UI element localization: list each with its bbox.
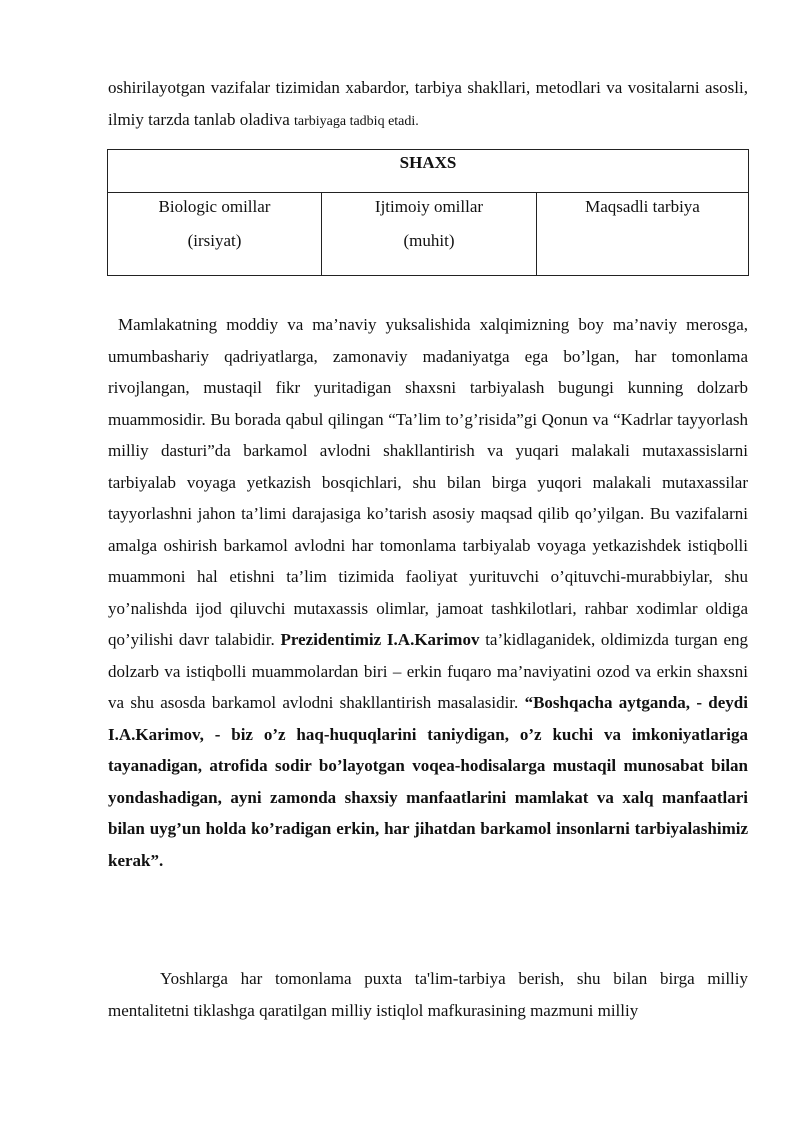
president-name: Prezidentimiz I.A.Karimov bbox=[280, 630, 480, 649]
main-text-2: ta’kidlaganidek, oldimizda turgan eng dolzarb va istiqbolli muammolardan biri – erkin fuqaro ma’naviyatini ozod va erkin shaxsni va shu asosda barkamol avlodni shakllantirish masalasidir. bbox=[108, 630, 748, 712]
table-header: SHAXS bbox=[108, 150, 749, 193]
intro-text: oshirilayotgan vazifalar tizimidan xabardor, tarbiya shakllari, metodlari va vositalarni asosli, ilmiy tarzda tanlab oladiva bbox=[108, 78, 748, 129]
shaxs-table bbox=[107, 149, 749, 276]
table-cell-ijtimoiy bbox=[322, 193, 537, 276]
main-paragraph bbox=[108, 309, 748, 876]
cell-subtitle: (irsiyat) bbox=[187, 231, 242, 250]
table-cell-biologic bbox=[108, 193, 322, 276]
main-text-1: Mamlakatning moddiy va ma’naviy yuksalishida xalqimizning boy ma’naviy merosga, umumbashariy qadriyatlarga, zamonaviy madaniyatga ega bo’lgan, har tomonlama rivojlangan, mustaqil fikr yuritadigan shaxsni tarbiyalash bugungi kunning dolzarb muammosidir. Bu borada qabul qilingan “Ta’lim to’g’risida”gi Qonun va “Kadrlar tayyorlash milliy dasturi”da barkamol avlodni shakllantirish va yuqari malakali mutaxassislarni tarbiyalab voyaga yetkazish bosqichlari, shu bilan birga yuqori malakali mutaxassilar tayyorlashni jahon ta’limi darajasiga ko’tarish asosiy maqsad qilib qo’yilgan. Bu vazifalarni amalga oshirish barkamol avlodni har tomonlama tarbiyalab voyaga yetkazishdek istiqbolli muammoni hal etishni ta’lim tizimida faoliyat yurituvchi o’qituvchi-murabbiylar, shu yo’nalishda ijod qiluvchi mutaxassis olimlar, jamoat tashkilotlari, rahbar xodimlar oldiga qo’yilishi davr talabidir. bbox=[108, 315, 748, 649]
cell-title: Ijtimoiy omillar bbox=[374, 197, 484, 216]
table-cell-maqsadli bbox=[537, 193, 749, 276]
intro-paragraph bbox=[108, 72, 748, 137]
quote-text: “Boshqacha aytganda, - deydi I.A.Karimov, - biz o’z haq-huquqlarini taniydigan, o’z kuchi va imkoniyatlariga tayanadigan, atrofida sodir bo’layotgan voqea-hodisalarga mustaqil munosabat bilan yondashadigan, ayni zamonda shaxsiy manfaatlarini mamlakat va xalq manfaatlari bilan uyg’un holda ko’radigan erkin, har jihatdan barkamol insonlarni tarbiyalashimiz kerak”. bbox=[108, 693, 748, 870]
last-paragraph: Yoshlarga har tomonlama puxta ta'lim-tarbiya berish, shu bilan birga milliy mentalitetni tiklashga qaratilgan milliy istiqlol mafkurasining mazmuni milliy bbox=[108, 969, 748, 1020]
cell-title: Maqsadli tarbiya bbox=[585, 197, 700, 216]
cell-subtitle: (muhit) bbox=[403, 231, 455, 250]
intro-small-text: tarbiyaga tadbiq etadi. bbox=[294, 113, 419, 129]
cell-title: Biologic omillar bbox=[158, 197, 271, 216]
